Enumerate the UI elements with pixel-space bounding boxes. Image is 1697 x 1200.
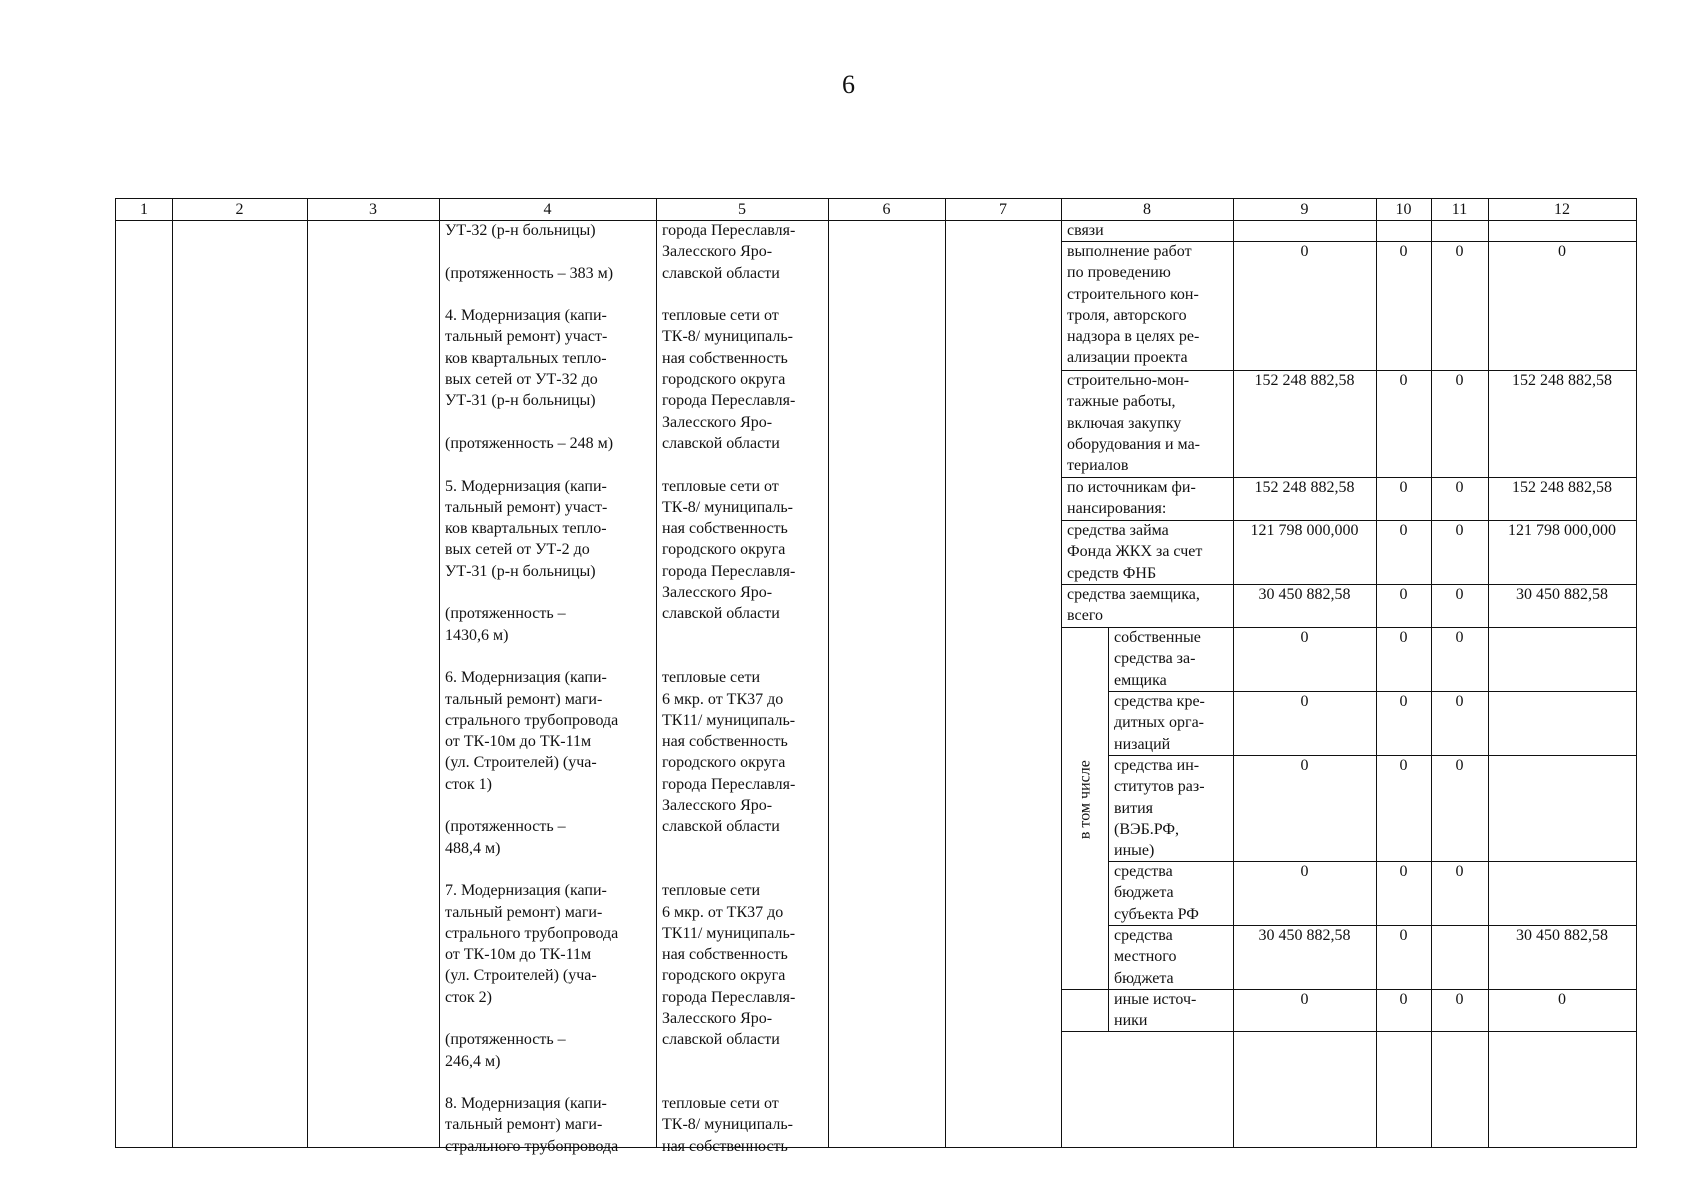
cell-c10: 0 (1399, 693, 1408, 710)
row-label: строительно-мон- тажные работы, включая закупку оборудования и ма- териалов (1067, 372, 1200, 475)
header-cell: 2 (235, 201, 244, 218)
col-border (945, 199, 946, 1147)
cell-c10: 0 (1399, 479, 1408, 496)
cell-c12: 0 (1558, 991, 1566, 1008)
cell-c11: 0 (1455, 863, 1464, 880)
financing-table (115, 198, 1637, 1155)
cell-c10: 0 (1399, 586, 1408, 603)
cell-c10: 0 (1399, 991, 1408, 1008)
cell-c12: 30 450 882,58 (1516, 586, 1608, 603)
object-ownership-text: города Переславля- Залесского Яро- славской области тепловые сети от ТК-8/ муниципаль- ная собственность городского округа города Переславля- Залесского Яро- славской области тепловые сети от ТК-8/ муниципаль- ная собственность городского округа города Переславля- Залесского Яро- славской области тепловые сети 6 мкр. от ТК37 до ТК11/ муниципаль- ная собственность городского округа города Переславля- Залесского Яро- славской области тепловые сети 6 мкр. от ТК37 до ТК11/ муниципаль- ная собственность городского округа города Переславля- Залесского Яро- славской области тепловые сети от ТК-8/ муниципаль- ная собственность (662, 222, 796, 1155)
cell-c12: 30 450 882,58 (1516, 927, 1608, 944)
header-cell: 11 (1451, 201, 1468, 218)
cell-c11: 0 (1455, 693, 1464, 710)
cell-c10: 0 (1399, 757, 1408, 774)
cell-c12: 152 248 882,58 (1512, 479, 1612, 496)
object-description-text: УТ-32 (р-н больницы) (протяженность – 383 м) 4. Модернизация (капи- тальный ремонт) участ- ков квартальных тепло- вых сетей от УТ-32 до УТ-31 (р-н больницы) (протяженность – 248 м) 5. Модернизация (капи- тальный ремонт) участ- ков квартальных тепло- вых сетей от УТ-2 до УТ-31 (р-н больницы) (протяженность – 1430,6 м) 6. Модернизация (капи- тальный ремонт) маги- стрального трубопровода от ТК-10м до ТК-11м (ул. Строителей) (уча- сток 1) (протяженность – 488,4 м) 7. Модернизация (капи- тальный ремонт) маги- стрального трубопровода от ТК-10м до ТК-11м (ул. Строителей) (уча- сток 2) (протяженность – 246,4 м) 8. Модернизация (капи- тальный ремонт) маги- стрального трубопровода (445, 222, 619, 1155)
row-label: средства ин- ститутов раз- вития (ВЭБ.РФ, иные) (1114, 757, 1205, 860)
cell-c10: 0 (1399, 243, 1408, 260)
header-cell: 1 (140, 201, 148, 218)
row-label: по источникам фи- нансирования: (1067, 479, 1196, 518)
col-border (172, 199, 173, 1147)
row-label: иные источ- ники (1114, 991, 1197, 1030)
cell-c12: 121 798 000,000 (1508, 522, 1616, 539)
cell-c11: 0 (1455, 243, 1464, 260)
cell-c9: 0 (1300, 243, 1309, 260)
header-cell: 9 (1300, 201, 1309, 218)
header-cell: 10 (1395, 201, 1412, 218)
cell-c9: 0 (1300, 991, 1309, 1008)
row-label: средства займа Фонда ЖКХ за счет средств ФНБ (1067, 522, 1203, 582)
in-that-number-label: в том числе (1076, 760, 1094, 840)
group-border (1108, 627, 1109, 1031)
cell-c9: 0 (1300, 629, 1309, 646)
row-label: выполнение работ по проведению строительного кон- троля, авторского надзора в целях ре- ализации проекта (1067, 243, 1200, 367)
cell-c10: 0 (1399, 372, 1408, 389)
cell-c11: 0 (1455, 991, 1464, 1008)
col-border (1061, 199, 1062, 1147)
cell-c11: 0 (1455, 522, 1464, 539)
col-border (439, 199, 440, 1147)
cell-c10: 0 (1399, 522, 1408, 539)
row-label: средства заемщика, всего (1067, 586, 1200, 625)
header-border (116, 220, 1636, 221)
row-label: средства местного бюджета (1114, 927, 1177, 987)
cell-c12: 152 248 882,58 (1512, 372, 1612, 389)
header-cell: 12 (1554, 201, 1570, 218)
row-label: связи (1067, 222, 1104, 239)
cell-c9: 0 (1300, 757, 1309, 774)
row-label: собственные средства за- емщика (1114, 629, 1201, 689)
cell-c9: 30 450 882,58 (1258, 586, 1351, 603)
cell-c11: 0 (1455, 372, 1464, 389)
header-cell: 3 (369, 201, 377, 218)
cell-c11: 0 (1455, 757, 1464, 774)
col-border (656, 199, 657, 1147)
cell-c11: 0 (1455, 629, 1464, 646)
header-cell: 7 (999, 201, 1007, 218)
col-border (307, 199, 308, 1147)
cell-c9: 30 450 882,58 (1258, 927, 1351, 944)
cell-c12: 0 (1558, 243, 1566, 260)
cell-c9: 152 248 882,58 (1254, 479, 1355, 496)
cell-c10: 0 (1399, 927, 1408, 944)
header-cell: 4 (543, 201, 552, 218)
page-number: 6 (842, 70, 855, 99)
cell-c10: 0 (1399, 863, 1408, 880)
cell-c10: 0 (1399, 629, 1408, 646)
cell-c9: 0 (1300, 693, 1309, 710)
header-cell: 8 (1143, 201, 1151, 218)
cell-c11: 0 (1455, 479, 1464, 496)
cell-c11: 0 (1455, 586, 1464, 603)
header-cell: 5 (738, 201, 746, 218)
header-cell: 6 (882, 201, 891, 218)
cell-c9: 0 (1300, 863, 1309, 880)
col-border (828, 199, 829, 1147)
row-label: средства бюджета субъекта РФ (1114, 863, 1199, 923)
cell-c9: 121 798 000,000 (1250, 522, 1359, 539)
row-label: средства кре- дитных орга- низаций (1114, 693, 1205, 753)
cell-c9: 152 248 882,58 (1254, 372, 1355, 389)
